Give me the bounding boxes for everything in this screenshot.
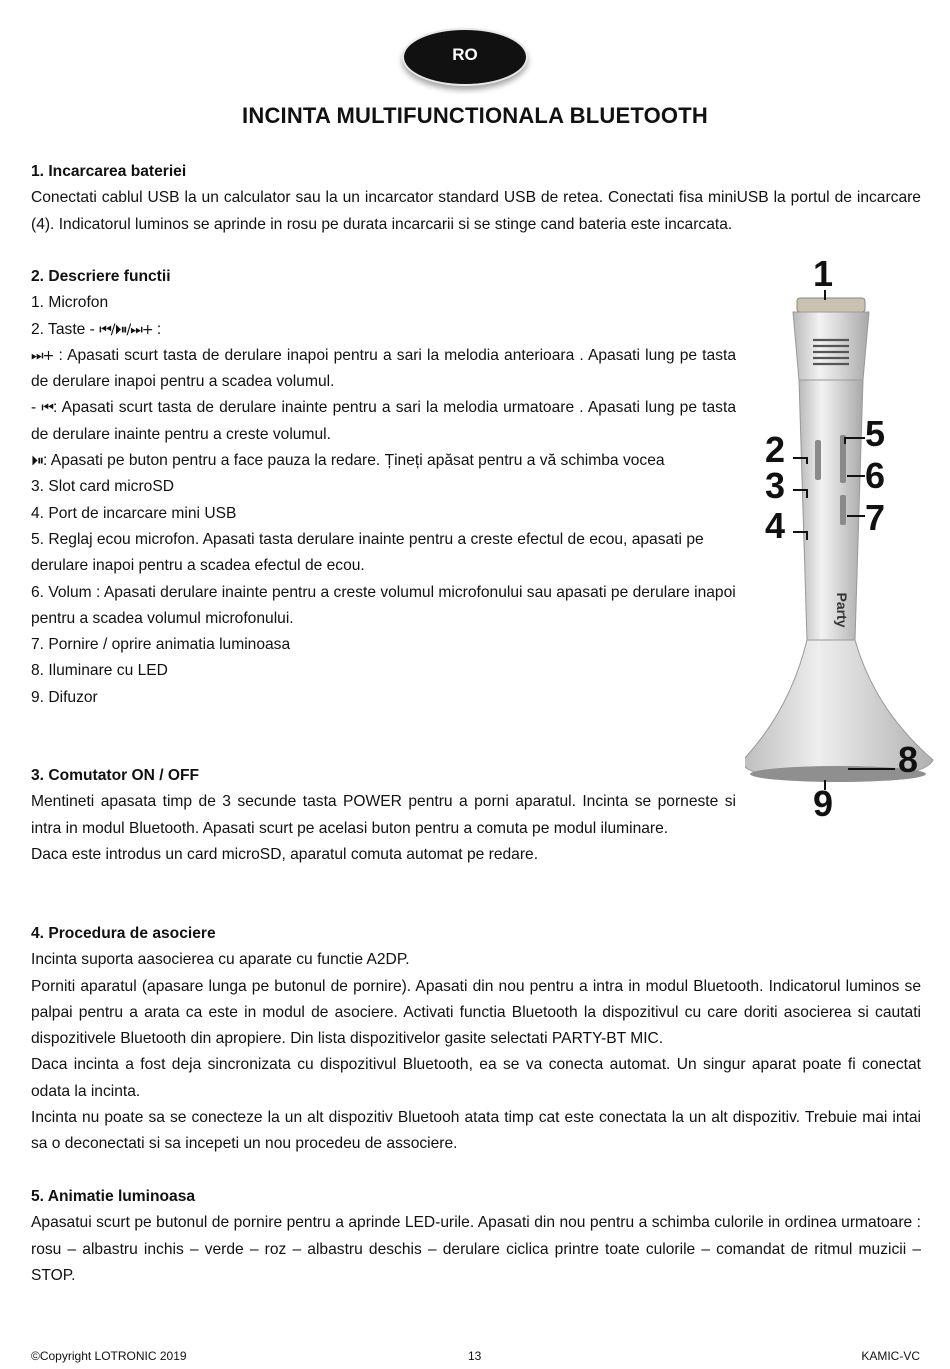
previous-track-icon: ⏮ <box>41 400 53 417</box>
callout-6: 6 <box>865 455 886 496</box>
section-pairing-p4: Incinta nu poate sa se conecteze la un alt dispozitiv Bluetooh atata timp cat este conectata la un alt dispozitiv. Trebuie mai intai sa o deconectati si sa incepeti un nou procedeu de associere. <box>31 1109 921 1153</box>
mic-handle <box>799 380 863 640</box>
footer-page-number: 13 <box>468 1349 482 1363</box>
section-functions-heading: 2. Descriere functii <box>31 268 171 285</box>
callout-3: 3 <box>765 465 786 506</box>
section-pairing-p1: Incinta suporta aasocierea cu aparate cu functie A2DP. <box>31 951 410 969</box>
section-pairing-p2: Porniti aparatul (apasare lunga pe butonul de pornire). Apasati din nou pentru a intra in modul Bluetooth. Indicatorul luminos se palpai pentru a arata ca este in modul de asociere. Activati functia Bluetooth la dispozitivul cu care doriti asocierea si cautati dispozitivele Bluetooth din apropiere. Din lista dispozitivelor gasite selectati PARTY-BT MIC. <box>31 977 921 1048</box>
section-power-switch <box>31 763 736 868</box>
function-play-pause-key <box>31 448 736 474</box>
function-prev-key-text: : Apasati scurt tasta de derulare inainte pentru a sari la melodia urmatoare . Apasati lung pe tasta de derulare inainte pentru a creste volumul. <box>31 399 736 443</box>
section-power-p2: Daca este introdus un card microSD, aparatul comuta automat pe redare. <box>31 845 539 863</box>
function-item-3: 3. Slot card microSD <box>31 478 174 496</box>
callout-1: 1 <box>813 253 834 294</box>
section-light-animation <box>31 1184 921 1289</box>
function-item-7: 7. Pornire / oprire animatia luminoasa <box>31 636 291 654</box>
section-charging-heading: 1. Incarcarea bateriei <box>31 163 187 180</box>
function-next-key-text: : Apasati scurt tasta de derulare inapoi pentru a sari la melodia anterioara . Apasati lung pe tasta de derulare inapoi pentru a scadea volumul. <box>31 346 736 391</box>
language-badge <box>402 28 528 86</box>
section-power-p1: Mentineti apasata timp de 3 secunde tasta POWER pentru a porni aparatul. Incinta se porneste si intra in modul Bluetooth. Apasati scurt pe acelasi buton pentru a comuta pe modul iluminare. <box>31 793 736 837</box>
page-title: INCINTA MULTIFUNCTIONALA BLUETOOTH <box>242 103 708 128</box>
function-item-9: 9. Difuzor <box>31 688 98 706</box>
section-charging-body: Conectati cablul USB la un calculator sau la un incarcator standard USB de retea. Conectati fisa miniUSB la portul de incarcare (4). Indicatorul luminos se aprinde in rosu pe durata incarcarii si se stinge cand bateria este incarcata. <box>31 189 921 233</box>
function-item-4: 4. Port de incarcare mini USB <box>31 504 237 522</box>
language-badge-label: RO <box>452 45 478 64</box>
callout-7: 7 <box>865 497 886 538</box>
section-light-heading: 5. Animatie luminoasa <box>31 1188 196 1205</box>
function-item-8: 8. Iluminare cu LED <box>31 662 168 680</box>
next-track-icon: ⏭+ <box>31 347 54 364</box>
function-prev-key-prefix: - <box>31 399 42 417</box>
function-item-2-suffix: : <box>152 320 162 338</box>
function-item-5: 5. Reglaj ecou microfon. Apasati tasta derulare inainte pentru a creste efectul de ecou, apasati pe derulare inapoi pentru a scadea efectul de ecou. <box>31 530 704 575</box>
function-item-6: 6. Volum : Apasati derulare inainte pentru a creste volumul microfonului sau apasati pe derulare inapoi pentru a scadea volumul microfonului. <box>31 583 736 627</box>
function-item-1: 1. Microfon <box>31 294 109 312</box>
function-prev-key <box>31 395 736 448</box>
callout-9: 9 <box>813 783 834 824</box>
section-pairing <box>31 921 921 1158</box>
microphone-figure <box>745 250 940 830</box>
function-item-2-prefix: 2. Taste - <box>31 320 100 338</box>
section-pairing-heading: 4. Procedura de asociere <box>31 925 216 942</box>
function-item-2 <box>31 317 736 343</box>
mic-top-ring <box>797 298 865 312</box>
callout-2: 2 <box>765 429 786 470</box>
callout-5: 5 <box>865 413 886 454</box>
transport-keys-icons: ⏮/⏵⏸/⏭+ <box>99 321 153 338</box>
section-pairing-p3: Daca incinta a fost deja sincronizata cu dispozitivul Bluetooth, ea se va conecta automat. Un singur aparat poate fi conectat odata la incinta. <box>31 1056 921 1100</box>
section-charging <box>31 159 921 238</box>
mic-brand-label: Party <box>834 592 850 628</box>
callout-8: 8 <box>898 739 919 780</box>
function-play-pause-text: : Apasati pe buton pentru a face pauza la redare. Țineți apăsat pentru a vă schimba vocea <box>43 452 665 470</box>
function-next-key <box>31 343 736 396</box>
footer-copyright: ©Copyright LOTRONIC 2019 <box>31 1349 187 1363</box>
section-functions <box>31 264 736 711</box>
footer-model: KAMIC-VC <box>861 1349 920 1363</box>
callout-4: 4 <box>765 505 786 546</box>
section-light-p1: Apasatui scurt pe butonul de pornire pentru a aprinde LED-urile. Apasati din nou pentru a schimba culorile in ordinea urmatoare : rosu – albastru inchis – verde – roz – albastru deschis – derulare ciclica printre toate culorile – comandat de ritmul muzicii – STOP. <box>31 1214 921 1284</box>
section-power-heading: 3. Comutator ON / OFF <box>31 767 200 784</box>
play-pause-icon: ⏵⏸ <box>31 453 43 470</box>
